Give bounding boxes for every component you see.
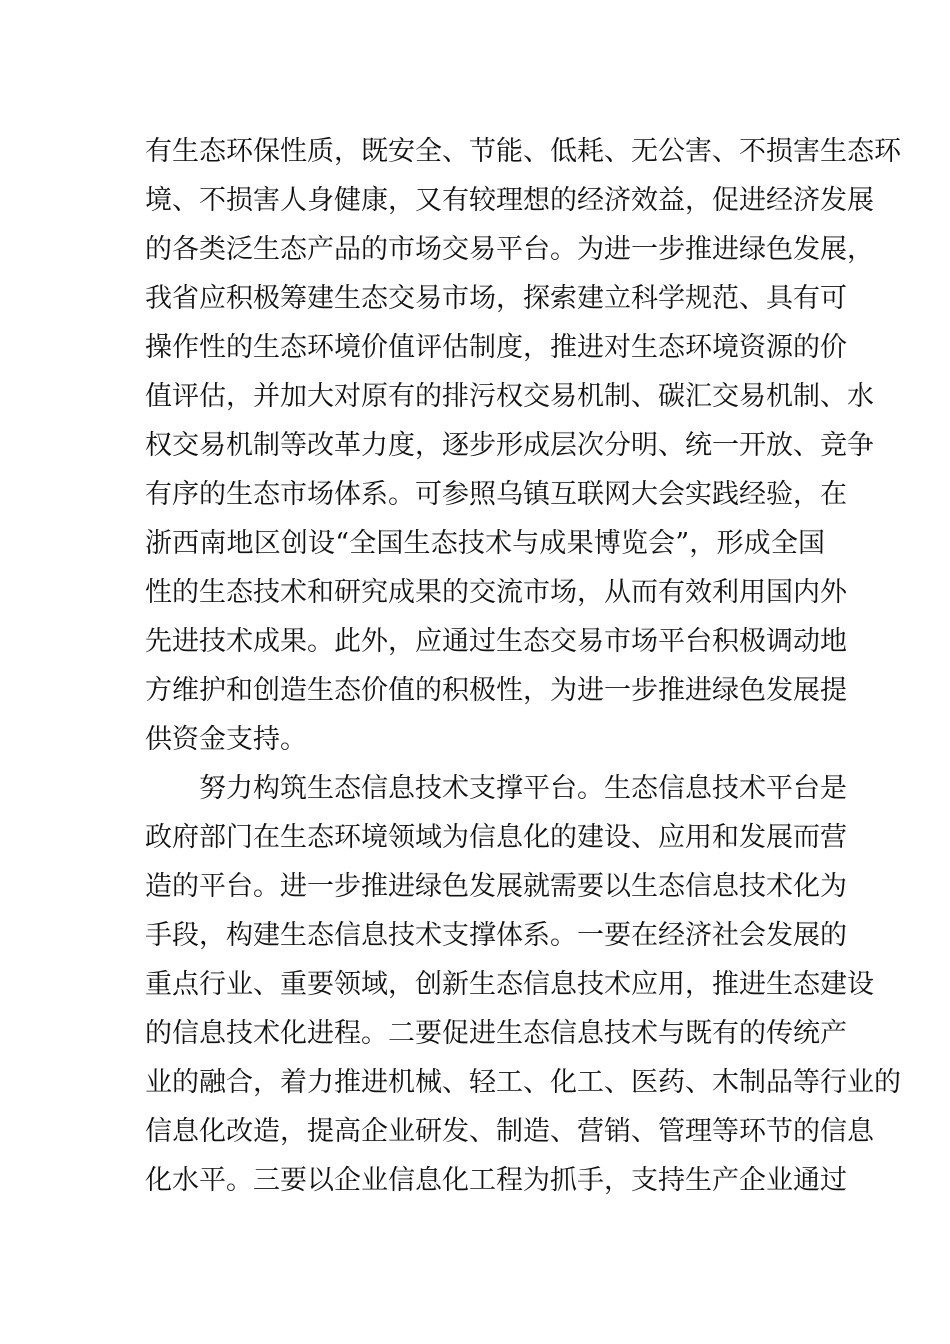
text-line: 手段，构建生态信息技术支撑体系。一要在经济社会发展的 (145, 920, 847, 951)
text-line: 努力构筑生态信息技术支撑平台。生态信息技术平台是 (199, 773, 847, 804)
text-line: 有生态环保性质，既安全、节能、低耗、无公害、不损害生态环 (145, 136, 901, 167)
text-line: 化水平。三要以企业信息化工程为抓手，支持生产企业通过 (145, 1165, 847, 1196)
text-line: 方维护和创造生态价值的积极性，为进一步推进绿色发展提 (145, 675, 847, 706)
text-line: 供资金支持。 (145, 724, 307, 755)
text-line: 的各类泛生态产品的市场交易平台。为进一步推进绿色发展， (145, 234, 874, 265)
text-line: 浙西南地区创设“全国生态技术与成果博览会”，形成全国 (145, 528, 825, 559)
text-line: 值评估，并加大对原有的排污权交易机制、碳汇交易机制、水 (145, 381, 874, 412)
text-line: 重点行业、重要领域，创新生态信息技术应用，推进生态建设 (145, 969, 874, 1000)
text-line: 境、不损害人身健康，又有较理想的经济效益，促进经济发展 (145, 185, 874, 216)
text-line: 先进技术成果。此外，应通过生态交易市场平台积极调动地 (145, 626, 847, 657)
paragraph-ecological-trading-market (145, 127, 901, 764)
text-line: 造的平台。进一步推进绿色发展就需要以生态信息技术化为 (145, 871, 847, 902)
paragraph-ecological-info-tech-platform (145, 764, 901, 1205)
text-line: 权交易机制等改革力度，逐步形成层次分明、统一开放、竞争 (145, 430, 874, 461)
text-line: 的信息技术化进程。二要促进生态信息技术与既有的传统产 (145, 1018, 847, 1049)
text-line: 有序的生态市场体系。可参照乌镇互联网大会实践经验，在 (145, 479, 847, 510)
text-line: 我省应积极筹建生态交易市场，探索建立科学规范、具有可 (145, 283, 847, 314)
text-line: 业的融合，着力推进机械、轻工、化工、医药、木制品等行业的 (145, 1067, 901, 1098)
text-line: 操作性的生态环境价值评估制度，推进对生态环境资源的价 (145, 332, 847, 363)
text-line: 政府部门在生态环境领域为信息化的建设、应用和发展而营 (145, 822, 847, 853)
text-line: 信息化改造，提高企业研发、制造、营销、管理等环节的信息 (145, 1116, 874, 1147)
body-text (145, 127, 901, 1205)
text-line: 性的生态技术和研究成果的交流市场，从而有效利用国内外 (145, 577, 847, 608)
